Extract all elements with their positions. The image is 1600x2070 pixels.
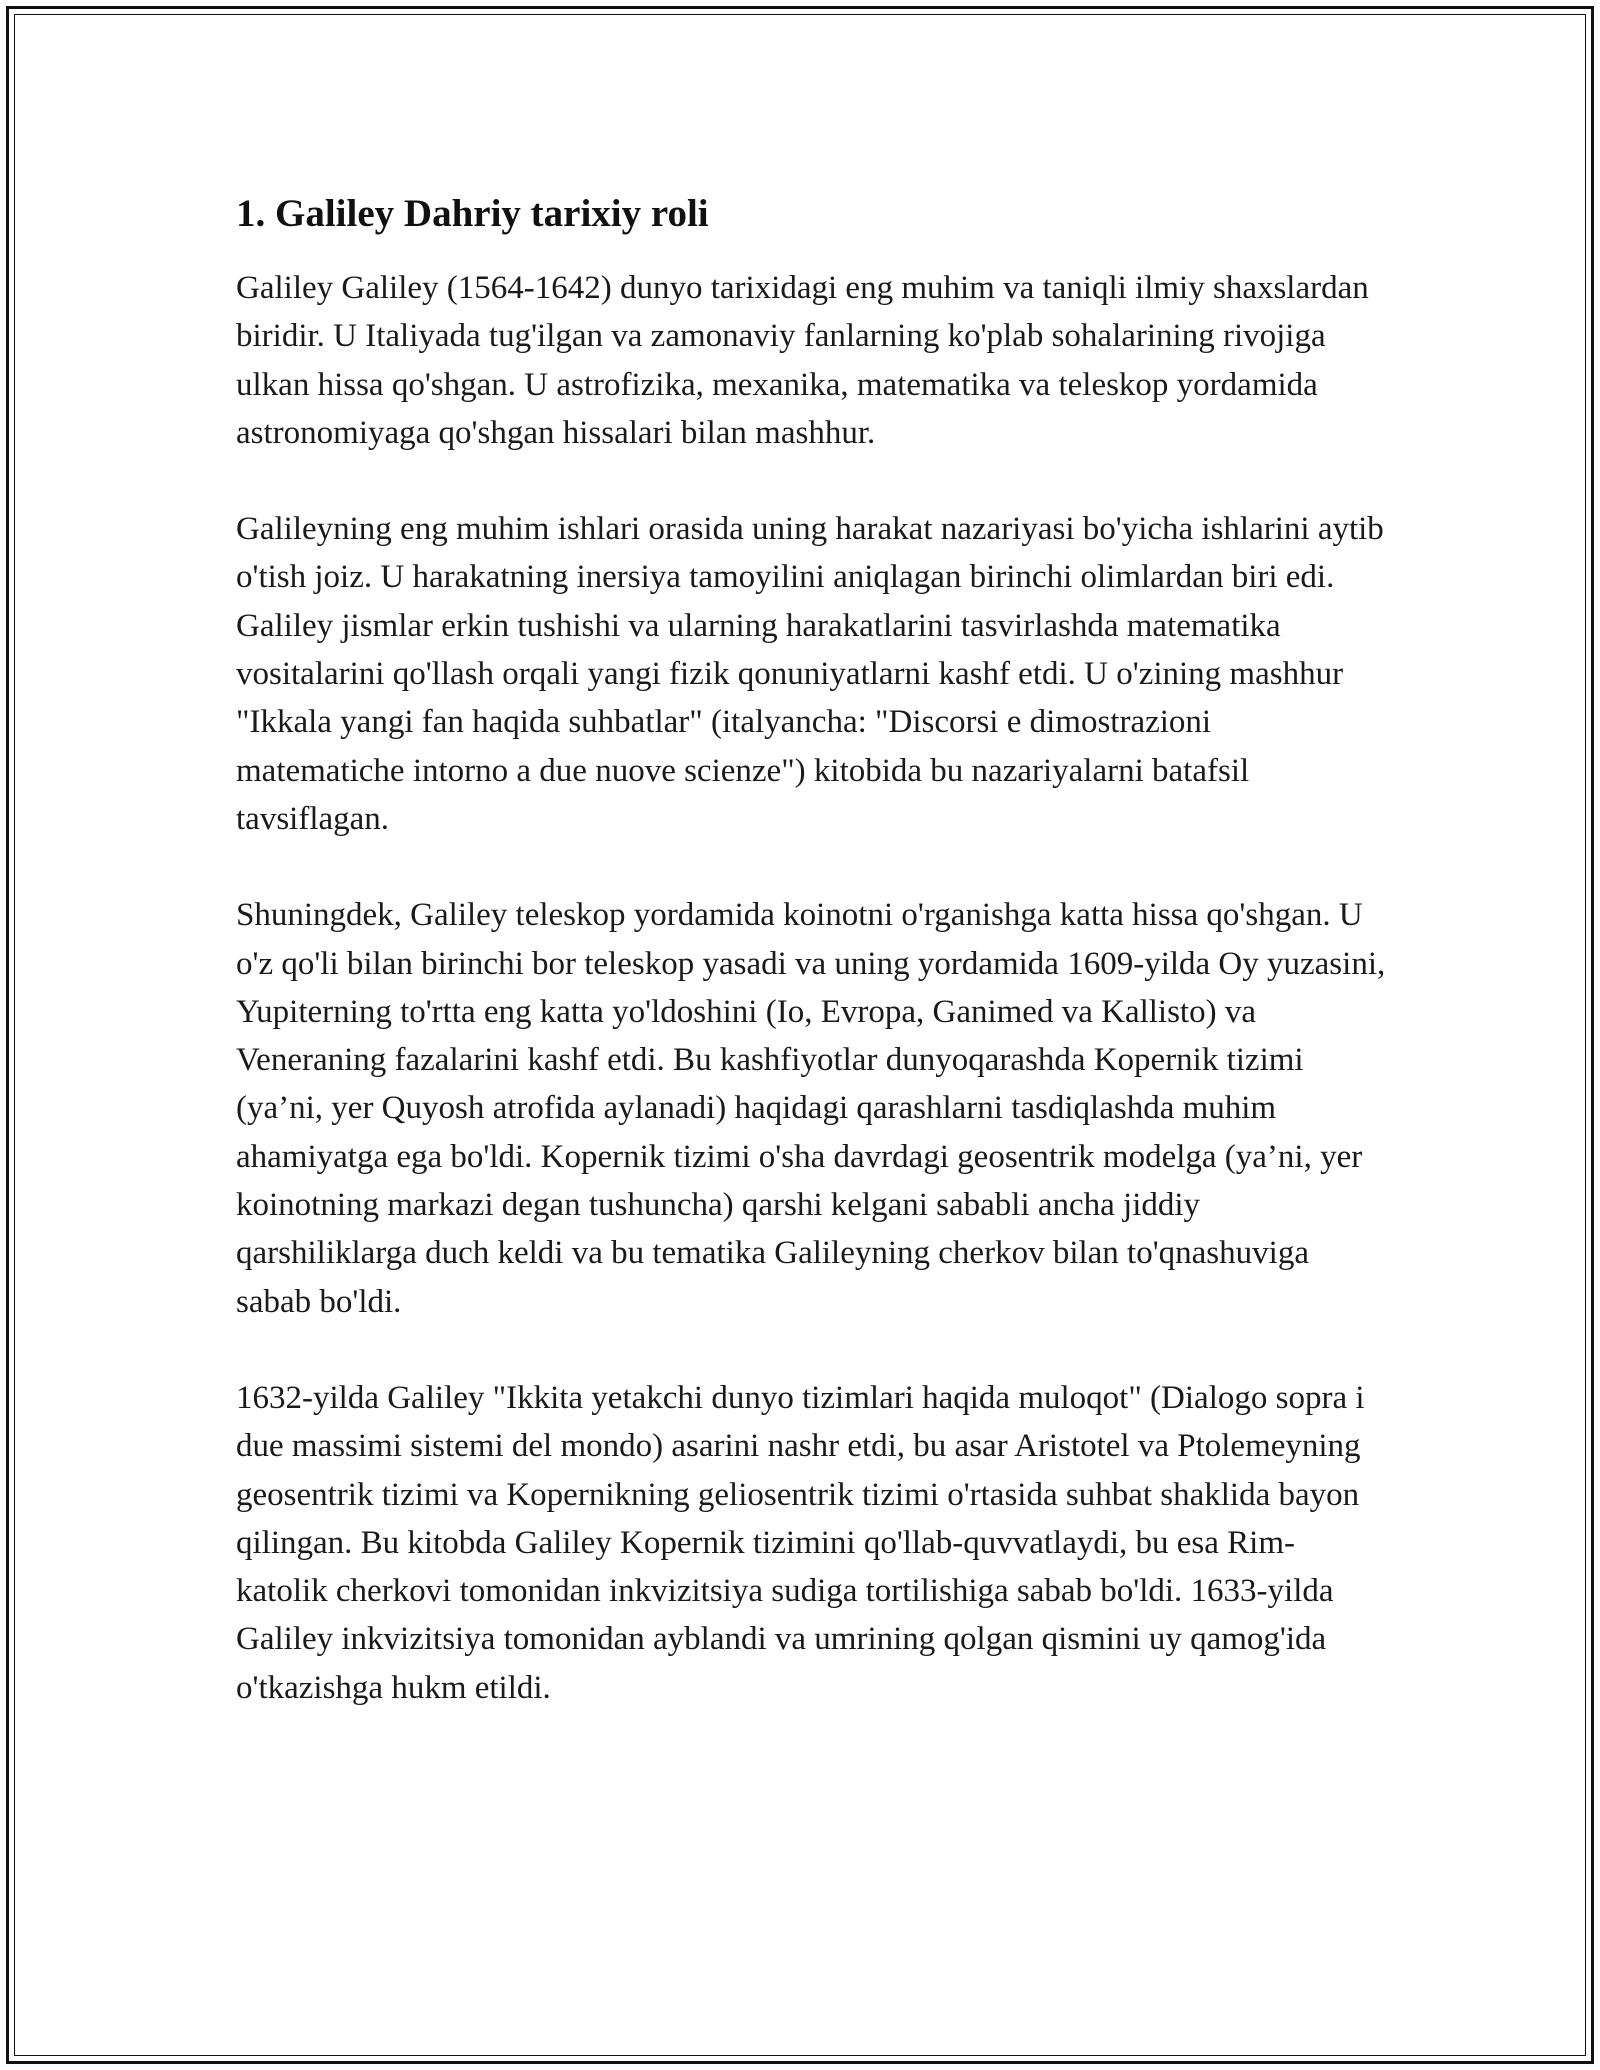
paragraph-4: 1632-yilda Galiley "Ikkita yetakchi dunyo tizimlari haqida muloqot" (Dialogo sopra i due massimi sistemi del mondo) asarini nashr etdi, bu asar Aristotel va Ptolemeyning geosentrik tizimi va Kopernikning geliosentrik tizimi o'rtasida suhbat shaklida bayon qilingan. Bu kitobda Galiley Kopernik tizimini qo'llab-quvvatlaydi, bu esa Rim-katolik cherkovi tomonidan inkvizitsiya sudiga tortilishiga sabab bo'ldi. 1633-yilda Galiley inkvizitsiya tomonidan ayblandi va umrining qolgan qismini uy qamog'ida o'tkazishga hukm etildi. xyxy=(236,1379,1365,1706)
document-body xyxy=(236,190,1386,1760)
paragraph-3: Shuningdek, Galiley teleskop yordamida koinotni o'rganishga katta hissa qo'shgan. U o'z qo'li bilan birinchi bor teleskop yasadi va uning yordamida 1609-yilda Oy yuzasini, Yupiterning to'rtta eng katta yo'ldoshini (Io, Evropa, Ganimed va Kallisto) va Veneraning fazalarini kashf etdi. Bu kashfiyotlar dunyoqarashda Kopernik tizimi (ya’ni, yer Quyosh atrofida aylanadi) haqidagi qarashlarni tasdiqlashda muhim ahamiyatga ega bo'ldi. Kopernik tizimi o'sha davrdagi geosentrik modelga (ya’ni, yer koinotning markazi degan tushuncha) qarshi kelgani sababli ancha jiddiy qarshiliklarga duch keldi va bu tematika Galileyning cherkov bilan to'qnashuviga sabab bo'ldi. xyxy=(236,897,1386,1320)
paragraph-2: Galileyning eng muhim ishlari orasida uning harakat nazariyasi bo'yicha ishlarini aytib o'tish joiz. U harakatning inersiya tamoyilini aniqlagan birinchi olimlardan biri edi. Galiley jismlar erkin tushishi va ularning harakatlarini tasvirlashda matematika vositalarini qo'llash orqali yangi fizik qonuniyatlarni kashf etdi. U o'zining mashhur "Ikkala yangi fan haqida suhbatlar" (italyancha: "Discorsi e dimostrazioni matematiche intorno a due nuove scienze") kitobida bu nazariyalarni batafsil tavsiflagan. xyxy=(236,511,1384,837)
document-title: 1. Galiley Dahriy tarixiy roli xyxy=(236,192,709,235)
paragraph-1: Galiley Galiley (1564-1642) dunyo tarixidagi eng muhim va taniqli ilmiy shaxslardan biridir. U Italiyada tug'ilgan va zamonaviy fanlarning ko'plab sohalarining rivojiga ulkan hissa qo'shgan. U astrofizika, mexanika, matematika va teleskop yordamida astronomiyaga qo'shgan hissalari bilan mashhur. xyxy=(236,270,1369,451)
